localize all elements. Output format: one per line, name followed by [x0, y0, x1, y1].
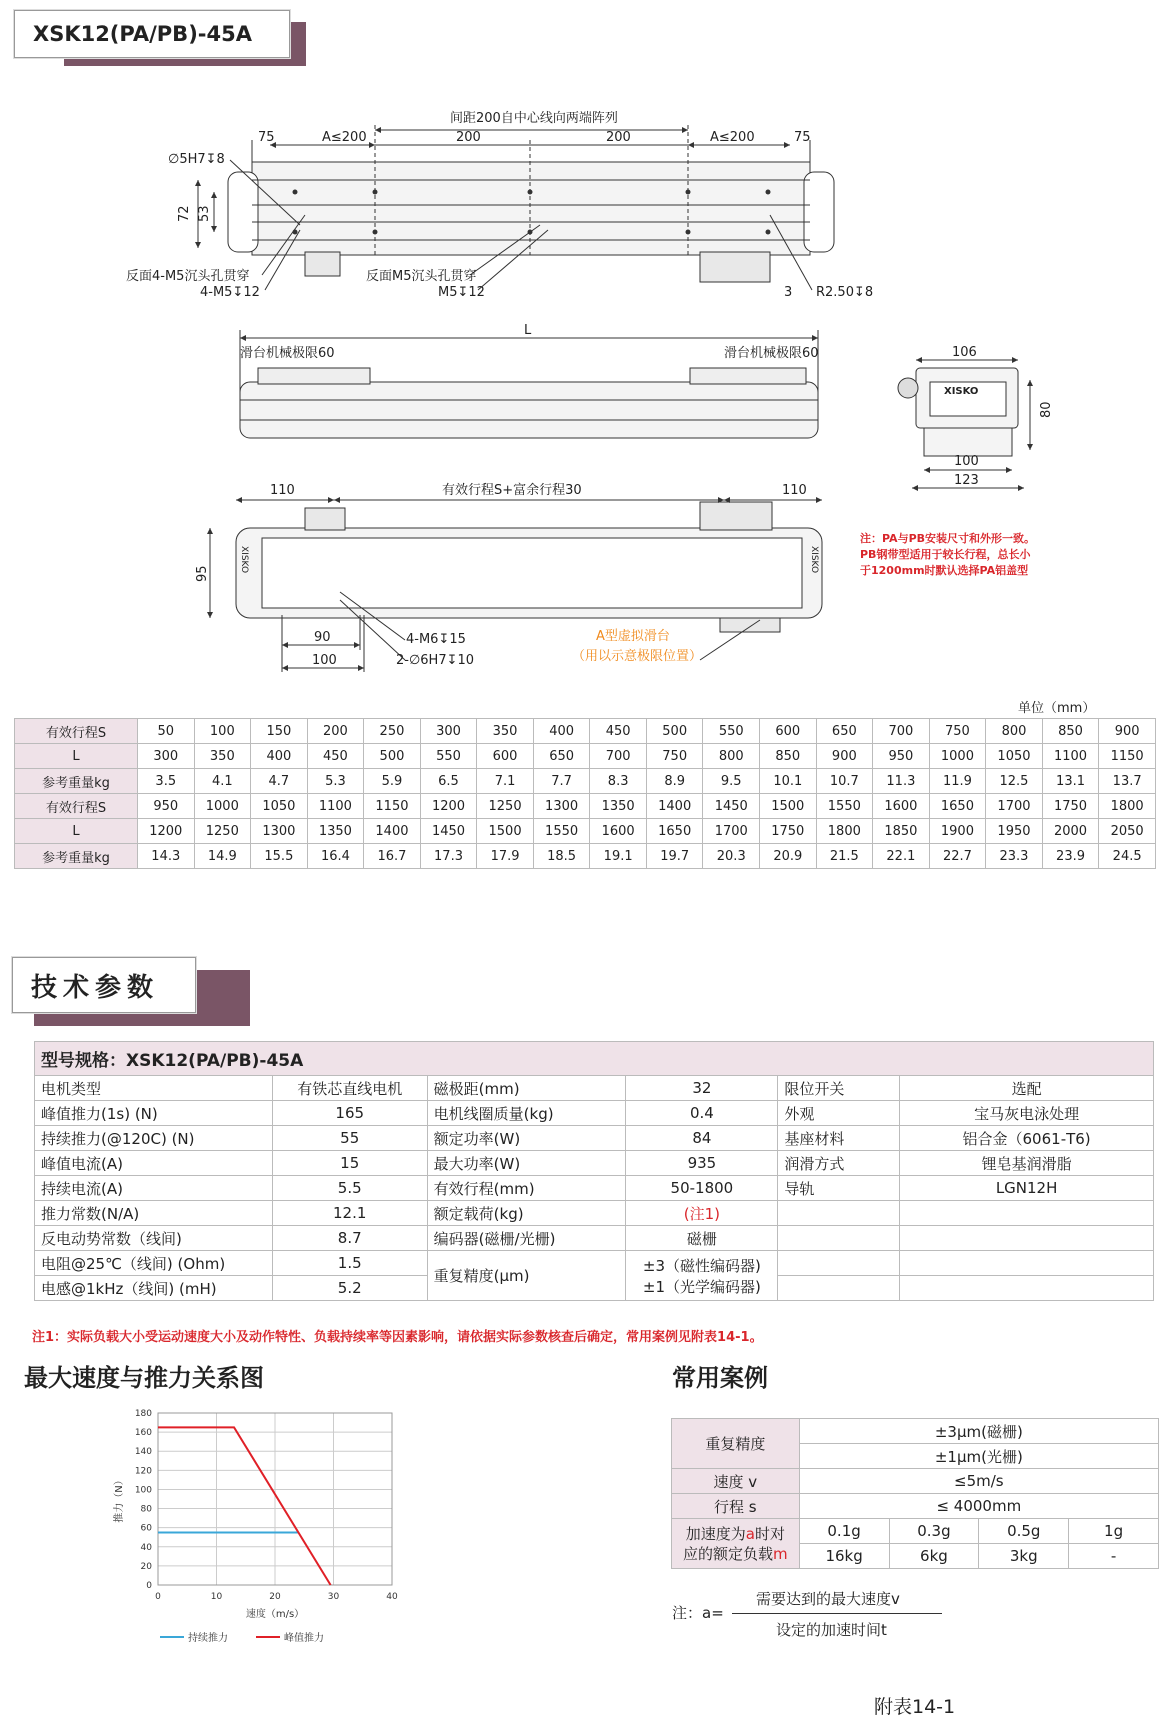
stroke-cell: 50 — [138, 719, 195, 744]
case-load-1: 16kg — [799, 1544, 889, 1569]
case-acc-label — [672, 1519, 800, 1569]
stroke-cell: 800 — [986, 719, 1043, 744]
bottom-view-slider-top-left — [305, 508, 345, 530]
spec-row — [35, 1201, 1154, 1226]
y-tick-label: 20 — [140, 1561, 152, 1572]
y-axis-label: 推力（N） — [114, 1475, 125, 1523]
spec-cell: 935 — [626, 1151, 778, 1176]
chart-title: 最大速度与推力关系图 — [24, 1364, 264, 1392]
stroke-cell: 4.1 — [194, 769, 251, 794]
spec-cell — [900, 1201, 1154, 1226]
stroke-cell: 13.7 — [1099, 769, 1156, 794]
stroke-row — [15, 844, 1156, 869]
y-tick-label: 80 — [140, 1504, 152, 1515]
case-note-numerator: 需要达到的最大速度v — [756, 1590, 900, 1608]
bottom-stroke: 有效行程S+富余行程30 — [442, 483, 582, 498]
spec-cell: 有铁芯直线电机 — [272, 1076, 427, 1101]
stroke-cell: 11.3 — [873, 769, 930, 794]
bottom-90: 90 — [314, 630, 331, 645]
case-acc-2: 0.3g — [889, 1519, 979, 1544]
stroke-cell: 750 — [929, 719, 986, 744]
stroke-row-label: L — [15, 744, 138, 769]
stroke-cell: 1250 — [194, 819, 251, 844]
stroke-cell: 600 — [477, 744, 534, 769]
spec-cell — [900, 1251, 1154, 1276]
spec-cell: 额定功率(W) — [427, 1126, 626, 1151]
stroke-cell: 500 — [646, 719, 703, 744]
spec-repeat-values — [626, 1251, 778, 1301]
acc-label-2: 时对 — [754, 1524, 785, 1543]
x-tick-label: 0 — [155, 1592, 161, 1602]
stroke-cell: 450 — [307, 744, 364, 769]
spec-cell: 编码器(磁栅/光栅) — [427, 1226, 626, 1251]
stroke-cell: 1700 — [703, 819, 760, 844]
stroke-row — [15, 769, 1156, 794]
stroke-cell: 1450 — [703, 794, 760, 819]
spec-cell: 5.2 — [272, 1276, 427, 1301]
stroke-cell: 8.3 — [590, 769, 647, 794]
spec-cell: 铝合金（6061-T6) — [900, 1126, 1154, 1151]
virtual-slider-1: A型虚拟滑台 — [596, 629, 670, 644]
spec-cell: 基座材料 — [778, 1126, 900, 1151]
stroke-cell: 12.5 — [986, 769, 1043, 794]
stroke-table — [14, 718, 1156, 869]
stroke-cell: 19.1 — [590, 844, 647, 869]
stroke-cell: 6.5 — [420, 769, 477, 794]
spec-table — [34, 1041, 1154, 1301]
stroke-cell: 550 — [420, 744, 477, 769]
drawing-note-1: 注：PA与PB安装尺寸和外形一致。 — [860, 532, 1036, 545]
stroke-cell: 1900 — [929, 819, 986, 844]
stroke-cell: 800 — [703, 744, 760, 769]
model-title: XSK12(PA/PB)-45A — [33, 22, 252, 46]
case-stroke-label: 行程 s — [672, 1494, 800, 1519]
case-note-prefix: 注：a= — [672, 1604, 724, 1622]
spec-cell: 最大功率(W) — [427, 1151, 626, 1176]
stroke-cell: 1000 — [929, 744, 986, 769]
stroke-cell: 1150 — [364, 794, 421, 819]
spec-row — [35, 1226, 1154, 1251]
stroke-cell: 5.9 — [364, 769, 421, 794]
spec-cell: 额定载荷(kg) — [427, 1201, 626, 1226]
stroke-cell: 1150 — [1099, 744, 1156, 769]
case-note-fraction-bar — [732, 1613, 942, 1614]
acc-m: m — [773, 1544, 788, 1563]
spec-cell: 反电动势常数（线间) — [35, 1226, 273, 1251]
stroke-cell: 10.7 — [816, 769, 873, 794]
case-note-denominator: 设定的加速时间t — [776, 1621, 887, 1639]
repeat-v2: ±1（光学编码器) — [642, 1277, 761, 1296]
spec-cell — [900, 1226, 1154, 1251]
speed-force-chart — [110, 1405, 440, 1655]
bottom-view-slider-bottom — [720, 618, 780, 632]
stroke-cell: 9.5 — [703, 769, 760, 794]
stroke-cell: 13.1 — [1042, 769, 1099, 794]
stroke-cell: 7.7 — [533, 769, 590, 794]
stroke-cell: 450 — [590, 719, 647, 744]
top-view-slider-left — [305, 252, 340, 276]
spec-cell: 32 — [626, 1076, 778, 1101]
spec-cell: 锂皂基润滑脂 — [900, 1151, 1154, 1176]
back-sink-4: 反面4-M5沉头孔贯穿 — [126, 269, 250, 284]
stroke-row-label: 有效行程S — [15, 719, 138, 744]
stroke-row-label: 有效行程S — [15, 794, 138, 819]
spec-cell: 15 — [272, 1151, 427, 1176]
stroke-cell: 250 — [364, 719, 421, 744]
stroke-cell: 8.9 — [646, 769, 703, 794]
virtual-slider-2: （用以示意极限位置） — [572, 649, 703, 664]
stroke-cell: 1650 — [929, 794, 986, 819]
stroke-cell: 900 — [816, 744, 873, 769]
stroke-cell: 1550 — [533, 819, 590, 844]
stroke-cell: 650 — [816, 719, 873, 744]
spec-cell: 限位开关 — [778, 1076, 900, 1101]
stroke-row — [15, 794, 1156, 819]
array-label: 间距200自中心线向两端阵列 — [450, 111, 618, 126]
spec-cell: 8.7 — [272, 1226, 427, 1251]
spec-cell: 宝马灰电泳处理 — [900, 1101, 1154, 1126]
y-tick-label: 180 — [134, 1409, 152, 1419]
stroke-cell: 1050 — [986, 744, 1043, 769]
case-acc-1: 0.1g — [799, 1519, 889, 1544]
stroke-cell: 15.5 — [251, 844, 308, 869]
stroke-cell: 200 — [307, 719, 364, 744]
bottom-right-110: 110 — [782, 483, 807, 498]
stroke-cell: 750 — [646, 744, 703, 769]
stroke-cell: 950 — [873, 744, 930, 769]
stroke-cell: 22.7 — [929, 844, 986, 869]
end-w-top: 106 — [952, 345, 977, 360]
spec-cell — [778, 1226, 900, 1251]
spec-cell: 峰值电流(A) — [35, 1151, 273, 1176]
spec-cell: 12.1 — [272, 1201, 427, 1226]
case-speed-label: 速度 v — [672, 1469, 800, 1494]
tech-title: 技术参数 — [31, 972, 160, 1003]
stroke-cell: 1050 — [251, 794, 308, 819]
spec-cell: LGN12H — [900, 1176, 1154, 1201]
stroke-cell: 2000 — [1042, 819, 1099, 844]
stroke-cell: 1600 — [590, 819, 647, 844]
stroke-cell: 1650 — [646, 819, 703, 844]
stroke-cell: 21.5 — [816, 844, 873, 869]
r-label: R2.50↧8 — [816, 285, 874, 300]
cases-table — [671, 1418, 1159, 1569]
x-tick-label: 20 — [269, 1592, 281, 1602]
stroke-cell: 14.3 — [138, 844, 195, 869]
stroke-cell: 1100 — [1042, 744, 1099, 769]
stroke-cell: 1300 — [533, 794, 590, 819]
stroke-cell: 1850 — [873, 819, 930, 844]
dim-a-right: A≤200 — [710, 130, 755, 145]
y-tick-label: 0 — [146, 1581, 152, 1591]
stroke-row-label: 参考重量kg — [15, 844, 138, 869]
stroke-cell: 4.7 — [251, 769, 308, 794]
page-label: 附表14-1 — [874, 1696, 956, 1718]
unit-label: 单位（mm） — [1018, 701, 1096, 716]
spec-cell — [900, 1276, 1154, 1301]
spec-cell: 电机类型 — [35, 1076, 273, 1101]
case-acc-3: 0.5g — [979, 1519, 1069, 1544]
stroke-cell: 1350 — [590, 794, 647, 819]
spec-row — [35, 1176, 1154, 1201]
spec-cell: 1.5 — [272, 1251, 427, 1276]
top-view-slider-right — [700, 252, 770, 282]
stroke-cell: 1750 — [760, 819, 817, 844]
stroke-cell: 10.1 — [760, 769, 817, 794]
stroke-cell: 900 — [1099, 719, 1156, 744]
stroke-cell: 19.7 — [646, 844, 703, 869]
spec-row — [35, 1101, 1154, 1126]
y-tick-label: 160 — [134, 1428, 152, 1439]
case-stroke-val: ≤ 4000mm — [799, 1494, 1158, 1519]
case-acc-4: 1g — [1069, 1519, 1159, 1544]
case-load-4: - — [1069, 1544, 1159, 1569]
stroke-cell: 24.5 — [1099, 844, 1156, 869]
stroke-cell: 5.3 — [307, 769, 364, 794]
spec-cell: 持续电流(A) — [35, 1176, 273, 1201]
spec-cell: 外观 — [778, 1101, 900, 1126]
stroke-row — [15, 744, 1156, 769]
stroke-cell: 11.9 — [929, 769, 986, 794]
bottom-left-110: 110 — [270, 483, 295, 498]
spec-row — [35, 1151, 1154, 1176]
spec-cell: 磁极距(mm) — [427, 1076, 626, 1101]
stroke-cell: 14.9 — [194, 844, 251, 869]
limit-right: 滑台机械极限60 — [724, 346, 819, 361]
stroke-cell: 1300 — [251, 819, 308, 844]
x-tick-label: 10 — [210, 1592, 223, 1602]
stroke-row — [15, 819, 1156, 844]
y-tick-label: 60 — [140, 1523, 152, 1534]
stroke-cell: 650 — [533, 744, 590, 769]
bottom-brand-right: XISKO — [809, 546, 819, 574]
stroke-cell: 1200 — [138, 819, 195, 844]
stroke-cell: 17.3 — [420, 844, 477, 869]
back-sink: 反面M5沉头孔贯穿 — [366, 269, 477, 284]
case-repeat-label: 重复精度 — [672, 1419, 800, 1469]
dim-a-left: A≤200 — [322, 130, 367, 145]
spec-cell — [778, 1251, 900, 1276]
stroke-cell: 300 — [138, 744, 195, 769]
stroke-cell: 20.9 — [760, 844, 817, 869]
stroke-cell: 950 — [138, 794, 195, 819]
spec-cell — [778, 1276, 900, 1301]
stroke-cell: 850 — [1042, 719, 1099, 744]
bottom-m6: 4-M6↧15 — [406, 632, 466, 647]
spec-cell: 50-1800 — [626, 1176, 778, 1201]
spec-row — [35, 1126, 1154, 1151]
stroke-cell: 1400 — [646, 794, 703, 819]
dim-75-left: 75 — [258, 130, 275, 145]
legend-label-1: 峰值推力 — [284, 1633, 324, 1644]
top-view-body — [252, 162, 810, 255]
stroke-cell: 300 — [420, 719, 477, 744]
x-axis-label: 速度（m/s） — [245, 1609, 305, 1620]
stroke-cell: 350 — [194, 744, 251, 769]
spec-cell: 电机线圈质量(kg) — [427, 1101, 626, 1126]
end-view-connector — [898, 378, 918, 398]
stroke-row — [15, 719, 1156, 744]
case-load-2: 6kg — [889, 1544, 979, 1569]
drawing-note-2: PB钢带型适用于较长行程，总长小 — [860, 548, 1031, 561]
cases-title: 常用案例 — [672, 1364, 768, 1392]
stroke-cell: 1800 — [1099, 794, 1156, 819]
spec-row — [35, 1251, 1154, 1276]
stroke-cell: 1950 — [986, 819, 1043, 844]
acc-label-3: 应的额定负载 — [683, 1544, 774, 1563]
end-height: 80 — [1039, 401, 1054, 418]
side-view-slider-right — [690, 368, 806, 384]
stroke-cell: 17.9 — [477, 844, 534, 869]
spec-cell — [778, 1201, 900, 1226]
stroke-cell: 1700 — [986, 794, 1043, 819]
stroke-cell: 16.7 — [364, 844, 421, 869]
stroke-cell: 2050 — [1099, 819, 1156, 844]
stroke-cell: 1350 — [307, 819, 364, 844]
stroke-cell: 1550 — [816, 794, 873, 819]
stroke-cell: 350 — [477, 719, 534, 744]
spec-cell: 165 — [272, 1101, 427, 1126]
stroke-cell: 400 — [251, 744, 308, 769]
stroke-cell: 23.3 — [986, 844, 1043, 869]
x-tick-label: 30 — [327, 1592, 340, 1602]
side-view-body — [240, 382, 818, 438]
limit-left: 滑台机械极限60 — [240, 346, 335, 361]
stroke-cell: 7.1 — [477, 769, 534, 794]
stroke-cell: 20.3 — [703, 844, 760, 869]
end-w-inner: 100 — [954, 454, 979, 469]
spec-cell: 0.4 — [626, 1101, 778, 1126]
y-tick-label: 140 — [134, 1447, 152, 1458]
end-brand: XISKO — [944, 386, 979, 397]
y-tick-label: 100 — [134, 1485, 152, 1496]
dim-3: 3 — [784, 285, 793, 300]
legend-label-0: 持续推力 — [188, 1633, 228, 1644]
spec-cell: (注1) — [626, 1201, 778, 1226]
stroke-cell: 1600 — [873, 794, 930, 819]
spec-cell: 持续推力(@120C) (N) — [35, 1126, 273, 1151]
stroke-cell: 1000 — [194, 794, 251, 819]
stroke-row-label: 参考重量kg — [15, 769, 138, 794]
stroke-cell: 16.4 — [307, 844, 364, 869]
case-repeat-2: ±1μm(光栅) — [799, 1444, 1158, 1469]
spec-cell: 峰值推力(1s) (N) — [35, 1101, 273, 1126]
height-53: 53 — [197, 205, 212, 222]
side-view-slider-left — [258, 368, 370, 384]
drawing-note-3: 于1200mm时默认选择PA铝盖型 — [860, 564, 1029, 577]
tech-title-box — [12, 957, 196, 1013]
bottom-brand-left: XISKO — [239, 546, 249, 574]
stroke-cell: 550 — [703, 719, 760, 744]
stroke-cell: 150 — [251, 719, 308, 744]
spec-repeat-label: 重复精度(μm) — [427, 1251, 626, 1301]
x-tick-label: 40 — [386, 1592, 398, 1602]
bottom-pin: 2-∅6H7↧10 — [396, 653, 475, 668]
stroke-cell: 1500 — [760, 794, 817, 819]
spec-cell: 导轨 — [778, 1176, 900, 1201]
m5: M5↧12 — [438, 285, 485, 300]
stroke-cell: 1500 — [477, 819, 534, 844]
stroke-cell: 3.5 — [138, 769, 195, 794]
dim-75-right: 75 — [794, 130, 811, 145]
spec-cell: 电感@1kHz（线间) (mH) — [35, 1276, 273, 1301]
bottom-height-95: 95 — [195, 565, 210, 582]
y-tick-label: 120 — [134, 1466, 152, 1477]
stroke-cell: 400 — [533, 719, 590, 744]
spec-cell: 电阻@25℃（线间) (Ohm) — [35, 1251, 273, 1276]
repeat-v1: ±3（磁性编码器) — [642, 1256, 761, 1275]
m5-4: 4-M5↧12 — [200, 285, 260, 300]
spec-model-label: 型号规格：XSK12(PA/PB)-45A — [35, 1042, 1154, 1076]
length-l: L — [524, 323, 532, 338]
stroke-cell: 1800 — [816, 819, 873, 844]
stroke-cell: 1400 — [364, 819, 421, 844]
stroke-cell: 18.5 — [533, 844, 590, 869]
spec-cell: 55 — [272, 1126, 427, 1151]
spec-cell: 84 — [626, 1126, 778, 1151]
case-repeat-1: ±3μm(磁栅) — [799, 1419, 1158, 1444]
note-1: 注1：实际负载大小受运动速度大小及动作特性、负载持续率等因素影响，请依据实际参数核查后确定，常用案例见附表14-1。 — [32, 1330, 763, 1345]
stroke-cell: 850 — [760, 744, 817, 769]
case-speed-val: ≤5m/s — [799, 1469, 1158, 1494]
stroke-cell: 1200 — [420, 794, 477, 819]
stroke-cell: 700 — [873, 719, 930, 744]
dim-200-a: 200 — [456, 130, 481, 145]
spec-cell: 选配 — [900, 1076, 1154, 1101]
spec-cell: 润滑方式 — [778, 1151, 900, 1176]
bottom-100: 100 — [312, 653, 337, 668]
spec-cell: 推力常数(N/A) — [35, 1201, 273, 1226]
bottom-view-slider-top-right — [700, 502, 772, 530]
acc-label-1: 加速度为 — [685, 1524, 746, 1543]
y-tick-label: 40 — [140, 1542, 152, 1553]
stroke-cell: 1250 — [477, 794, 534, 819]
stroke-cell: 1750 — [1042, 794, 1099, 819]
acc-a: a — [745, 1524, 755, 1543]
stroke-cell: 22.1 — [873, 844, 930, 869]
stroke-cell: 700 — [590, 744, 647, 769]
spec-row — [35, 1076, 1154, 1101]
dim-200-b: 200 — [606, 130, 631, 145]
case-load-3: 3kg — [979, 1544, 1069, 1569]
spec-cell: 磁栅 — [626, 1226, 778, 1251]
spec-cell: 有效行程(mm) — [427, 1176, 626, 1201]
stroke-cell: 600 — [760, 719, 817, 744]
height-72: 72 — [177, 205, 192, 222]
stroke-row-label: L — [15, 819, 138, 844]
stroke-cell: 23.9 — [1042, 844, 1099, 869]
hole-label: ∅5H7↧8 — [168, 152, 225, 167]
end-w-outer: 123 — [954, 473, 979, 488]
technical-drawing — [0, 95, 1170, 695]
stroke-cell: 100 — [194, 719, 251, 744]
stroke-cell: 1100 — [307, 794, 364, 819]
stroke-cell: 1450 — [420, 819, 477, 844]
model-title-box — [14, 10, 290, 58]
spec-cell: 5.5 — [272, 1176, 427, 1201]
stroke-cell: 500 — [364, 744, 421, 769]
